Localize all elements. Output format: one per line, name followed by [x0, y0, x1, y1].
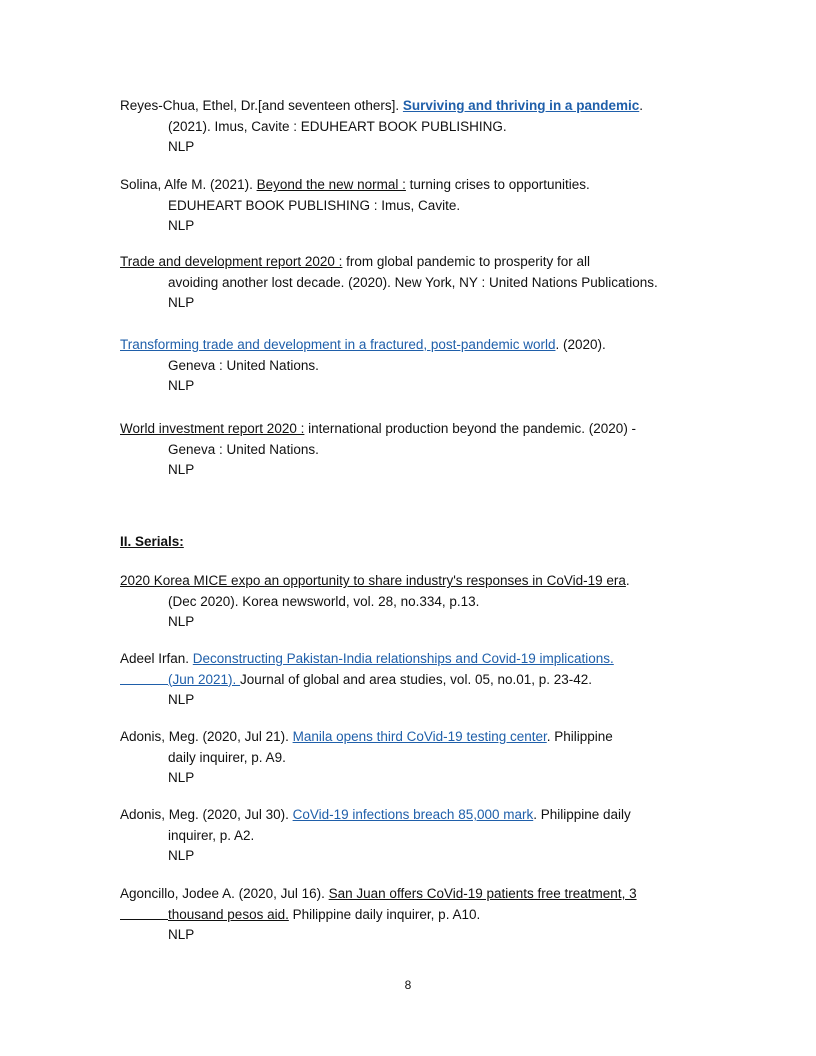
citation-serial-4: [120, 805, 710, 867]
citation-title: 2020 Korea MICE expo an opportunity to share industry's responses in CoVid-19 era: [120, 573, 626, 588]
holding-label: NLP: [168, 614, 195, 629]
citation-title-link[interactable]: Surviving and thriving in a pandemic: [402, 98, 640, 113]
page-number: 8: [404, 978, 412, 992]
citation-text: .: [625, 573, 630, 588]
citation-text: . Philippine: [546, 729, 613, 744]
holding-label: NLP: [168, 692, 195, 707]
citation-title: World investment report 2020 :: [120, 421, 305, 436]
citation-book-2: [120, 175, 710, 237]
citation-serial-1: [120, 571, 710, 633]
citation-text: . (2020).: [555, 337, 606, 352]
citation-text: turning crises to opportunities.: [405, 177, 590, 192]
citation-detail: Geneva : United Nations.: [168, 441, 319, 457]
citation-title-link[interactable]: Deconstructing Pakistan-India relationships and Covid-19 implications.: [192, 651, 614, 666]
citation-title-link-continued[interactable]: (Jun 2021).: [120, 672, 240, 687]
holding-label: NLP: [168, 462, 195, 477]
citation-text: Adeel Irfan.: [120, 651, 193, 666]
citation-text: Adonis, Meg. (2020, Jul 21).: [120, 729, 293, 744]
citation-detail: Philippine daily inquirer, p. A10.: [288, 906, 481, 922]
citation-text: Solina, Alfe M. (2021).: [120, 177, 257, 192]
section-heading-serials: II. Serials:: [120, 534, 184, 549]
indent-underline: [120, 905, 168, 920]
citation-text: Adonis, Meg. (2020, Jul 30).: [120, 807, 293, 822]
holding-label: NLP: [168, 295, 195, 310]
citation-detail: inquirer, p. A2.: [168, 827, 255, 843]
citation-book-4: [120, 335, 710, 397]
citation-title: Trade and development report 2020 :: [120, 254, 343, 269]
citation-text: international production beyond the pandemic. (2020) -: [304, 421, 637, 436]
citation-serial-2: [120, 649, 710, 711]
citation-text: . Philippine daily: [533, 807, 631, 822]
citation-text: .: [639, 98, 643, 113]
holding-label: NLP: [168, 770, 195, 785]
holding-label: NLP: [168, 218, 195, 233]
citation-detail: avoiding another lost decade. (2020). New York, NY : United Nations Publications.: [168, 274, 658, 290]
citation-title: San Juan offers CoVid-19 patients free treatment, 3: [328, 886, 637, 901]
holding-label: NLP: [168, 927, 195, 942]
citation-book-5: [120, 419, 710, 481]
holding-label: NLP: [168, 378, 195, 393]
citation-serial-3: [120, 727, 710, 789]
citation-text: from global pandemic to prosperity for all: [342, 254, 591, 269]
citation-detail: (Dec 2020). Korea newsworld, vol. 28, no.334, p.13.: [168, 593, 480, 609]
citation-detail: (2021). Imus, Cavite : EDUHEART BOOK PUBLISHING.: [168, 118, 507, 134]
citation-serial-5: [120, 884, 710, 946]
citation-title: Beyond the new normal :: [256, 177, 406, 192]
citation-detail: Geneva : United Nations.: [168, 357, 319, 373]
citation-detail: EDUHEART BOOK PUBLISHING : Imus, Cavite.: [168, 197, 461, 213]
holding-label: NLP: [168, 848, 195, 863]
citation-book-3: [120, 252, 710, 314]
citation-text: Reyes-Chua, Ethel, Dr.[and seventeen others].: [120, 98, 403, 113]
holding-label: NLP: [168, 139, 195, 154]
citation-book-1: [120, 96, 710, 158]
indent-underline: [120, 670, 168, 685]
citation-detail: daily inquirer, p. A9.: [168, 749, 286, 765]
citation-title-continued: thousand pesos aid.: [120, 907, 289, 922]
citation-title-link[interactable]: CoVid-19 infections breach 85,000 mark: [292, 807, 534, 822]
citation-title-link[interactable]: Manila opens third CoVid-19 testing center: [292, 729, 547, 744]
citation-title-link[interactable]: Transforming trade and development in a fractured, post-pandemic world: [120, 337, 556, 352]
citation-detail: Journal of global and area studies, vol. 05, no.01, p. 23-42.: [240, 671, 593, 687]
citation-text: Agoncillo, Jodee A. (2020, Jul 16).: [120, 886, 329, 901]
